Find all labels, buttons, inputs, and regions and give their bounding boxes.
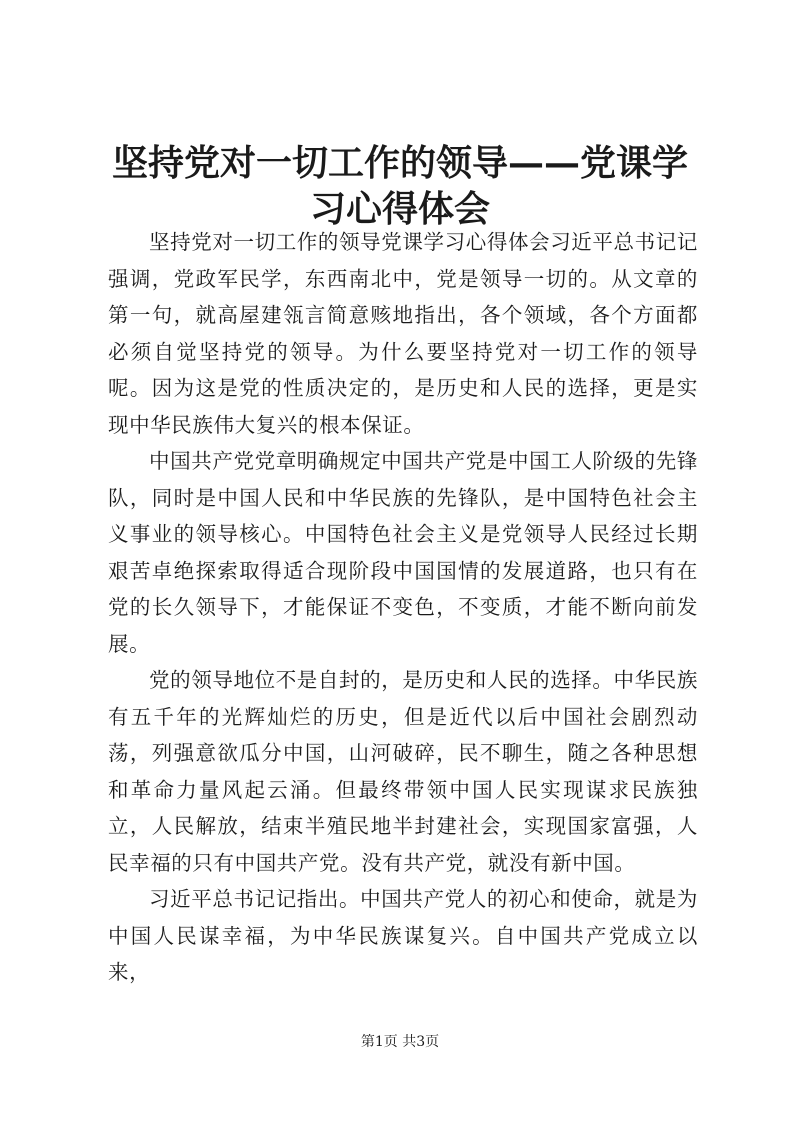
document-body	[108, 224, 698, 991]
paragraph-2: 中国共产党党章明确规定中国共产党是中国工人阶级的先锋队，同时是中国人民和中华民族的先锋队，是中国特色社会主义事业的领导核心。中国特色社会主义是党领导人民经过长期艰苦卓绝探索取得适合现阶段中国国情的发展道路，也只有在党的长久领导下，才能保证不变色，不变质，才能不断向前发展。	[108, 449, 698, 656]
paragraph-1: 坚持党对一切工作的领导党课学习心得体会习近平总书记记强调，党政军民学，东西南北中，党是领导一切的。从文章的第一句，就高屋建瓴言简意赅地指出，各个领域，各个方面都必须自觉坚持党的领导。为什么要坚持党对一切工作的领导呢。因为这是党的性质决定的，是历史和人民的选择，更是实现中华民族伟大复兴的根本保证。	[108, 230, 698, 437]
page-number-footer: 第1页 共3页	[360, 1034, 440, 1050]
paragraph-4: 习近平总书记记指出。中国共产党人的初心和使命，就是为中国人民谋幸福，为中华民族谋复兴。自中国共产党成立以来，	[108, 887, 698, 984]
paragraph-3: 党的领导地位不是自封的，是历史和人民的选择。中华民族有五千年的光辉灿烂的历史，但是近代以后中国社会剧烈动荡，列强意欲瓜分中国，山河破碎，民不聊生，随之各种思想和革命力量风起云涌。但最终带领中国人民实现谋求民族独立，人民解放，结束半殖民地半封建社会，实现国家富强，人民幸福的只有中国共产党。没有共产党，就没有新中国。	[108, 668, 698, 875]
document-title: 坚持党对一切工作的领导——党课学习心得体会	[111, 142, 688, 230]
